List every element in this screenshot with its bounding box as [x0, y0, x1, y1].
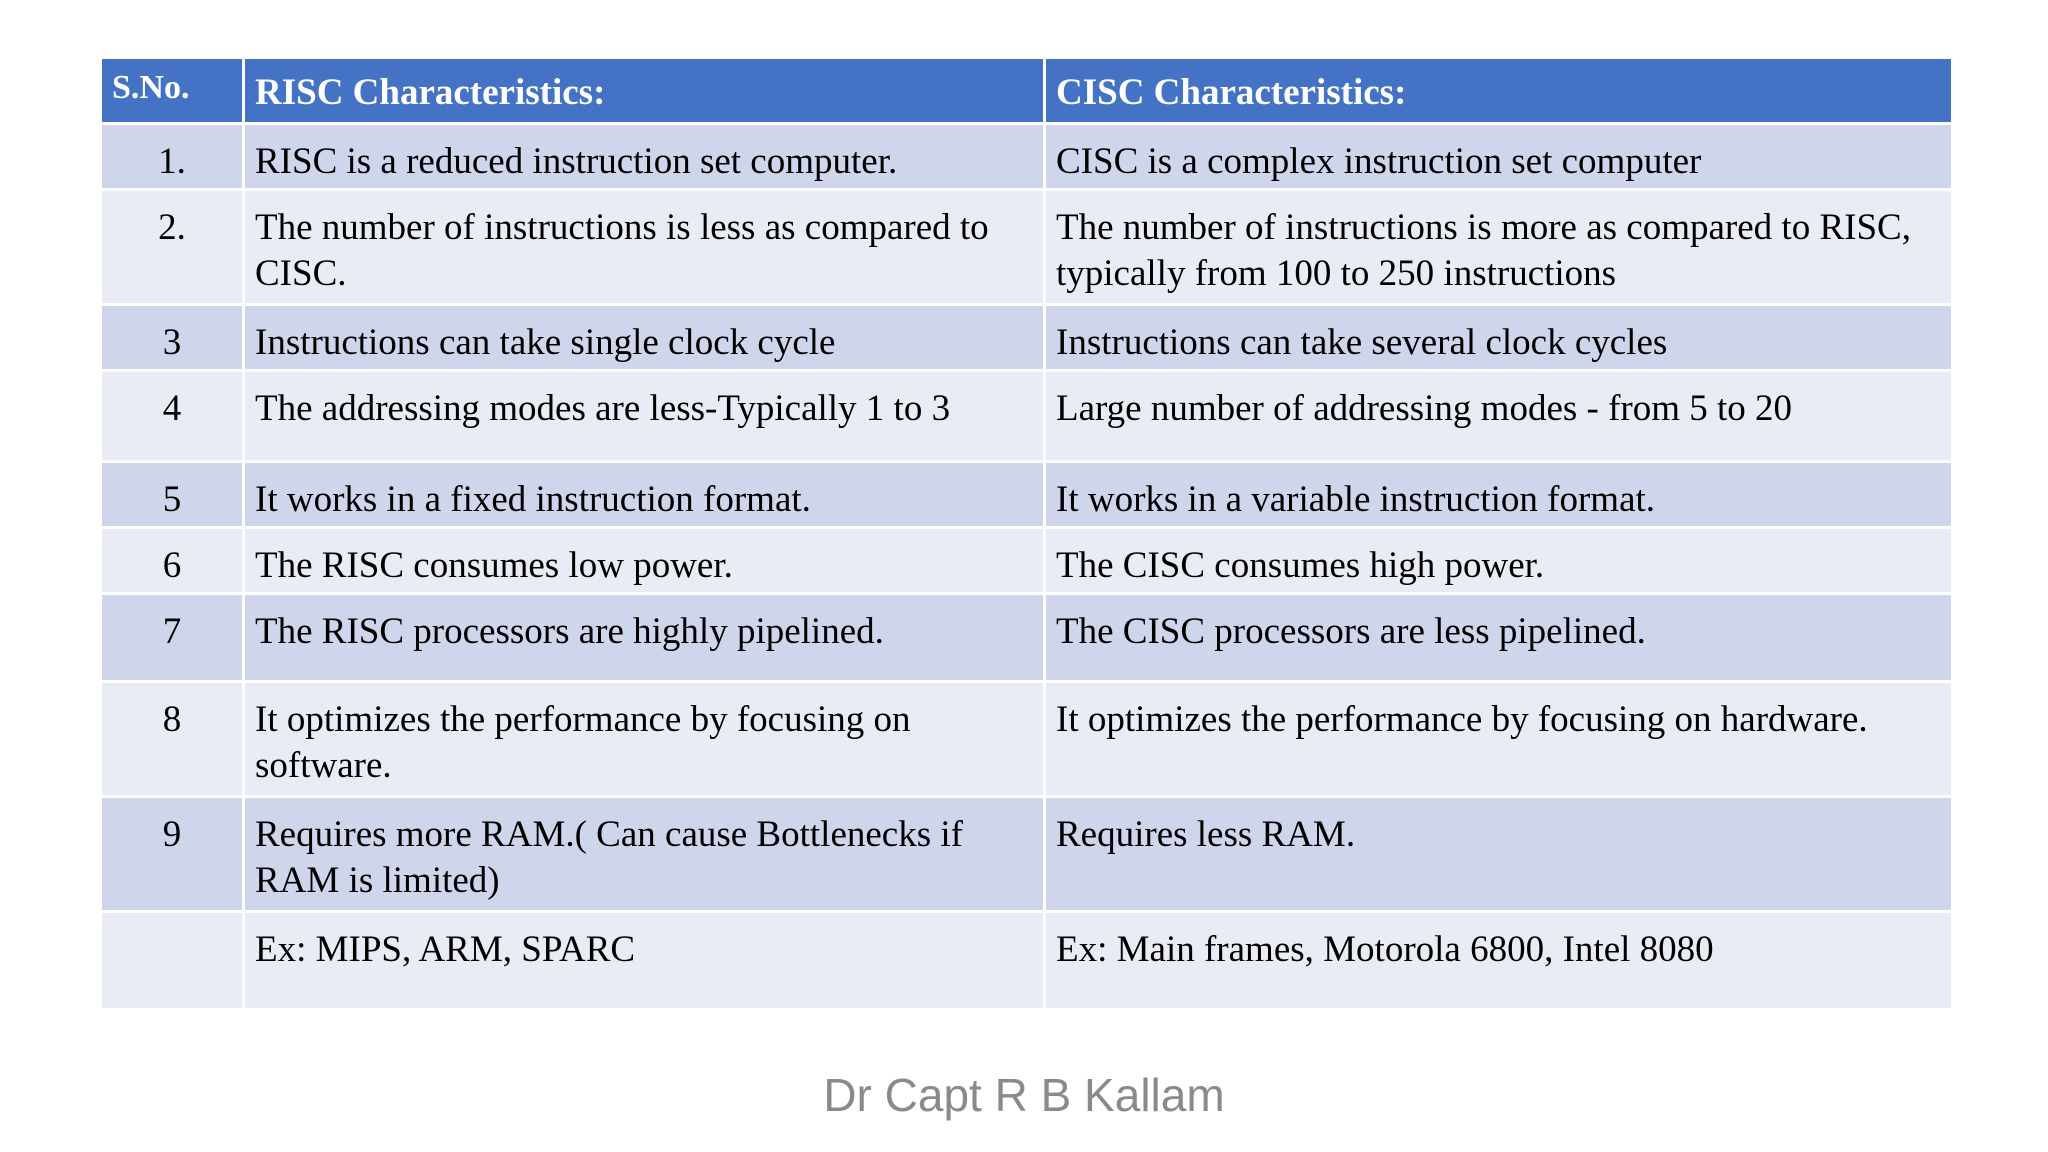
cell-risc: It works in a fixed instruction format.	[244, 462, 1045, 528]
table-row	[101, 797, 1953, 912]
cell-risc: RISC is a reduced instruction set computer.	[244, 124, 1045, 190]
cell-risc: It optimizes the performance by focusing on software.	[244, 682, 1045, 797]
cell-sno: 3	[101, 305, 244, 371]
cell-risc: The number of instructions is less as compared to CISC.	[244, 190, 1045, 305]
cell-sno: 4	[101, 371, 244, 462]
cell-cisc: It works in a variable instruction format.	[1045, 462, 1953, 528]
cell-sno: 5	[101, 462, 244, 528]
cell-sno	[101, 912, 244, 1010]
header-cisc: CISC Characteristics:	[1045, 58, 1953, 124]
cell-sno: 7	[101, 594, 244, 682]
cell-sno: 2.	[101, 190, 244, 305]
cell-sno: 1.	[101, 124, 244, 190]
cell-cisc: Requires less RAM.	[1045, 797, 1953, 912]
cell-risc: The RISC processors are highly pipelined.	[244, 594, 1045, 682]
cell-cisc: The number of instructions is more as compared to RISC, typically from 100 to 250 instructions	[1045, 190, 1953, 305]
table-row	[101, 682, 1953, 797]
table-row	[101, 190, 1953, 305]
cell-sno: 6	[101, 528, 244, 594]
table-row	[101, 912, 1953, 1010]
cell-cisc: Instructions can take several clock cycles	[1045, 305, 1953, 371]
table-row	[101, 462, 1953, 528]
cell-sno: 8	[101, 682, 244, 797]
table-row	[101, 305, 1953, 371]
cell-risc: The addressing modes are less-Typically 1 to 3	[244, 371, 1045, 462]
header-risc: RISC Characteristics:	[244, 58, 1045, 124]
cell-cisc: The CISC processors are less pipelined.	[1045, 594, 1953, 682]
cell-cisc: Ex: Main frames, Motorola 6800, Intel 8080	[1045, 912, 1953, 1010]
header-sno: S.No.	[101, 58, 244, 124]
risc-cisc-comparison-table	[99, 56, 1954, 1011]
table-row	[101, 124, 1953, 190]
cell-cisc: Large number of addressing modes - from 5 to 20	[1045, 371, 1953, 462]
cell-sno: 9	[101, 797, 244, 912]
cell-risc: The RISC consumes low power.	[244, 528, 1045, 594]
cell-risc: Instructions can take single clock cycle	[244, 305, 1045, 371]
table-header-row	[101, 58, 1953, 124]
table-row	[101, 371, 1953, 462]
cell-cisc: It optimizes the performance by focusing on hardware.	[1045, 682, 1953, 797]
cell-risc: Ex: MIPS, ARM, SPARC	[244, 912, 1045, 1010]
author-credit: Dr Capt R B Kallam	[823, 1069, 1225, 1121]
cell-cisc: CISC is a complex instruction set computer	[1045, 124, 1953, 190]
cell-risc: Requires more RAM.( Can cause Bottlenecks if RAM is limited)	[244, 797, 1045, 912]
table-row	[101, 528, 1953, 594]
cell-cisc: The CISC consumes high power.	[1045, 528, 1953, 594]
table-row	[101, 594, 1953, 682]
